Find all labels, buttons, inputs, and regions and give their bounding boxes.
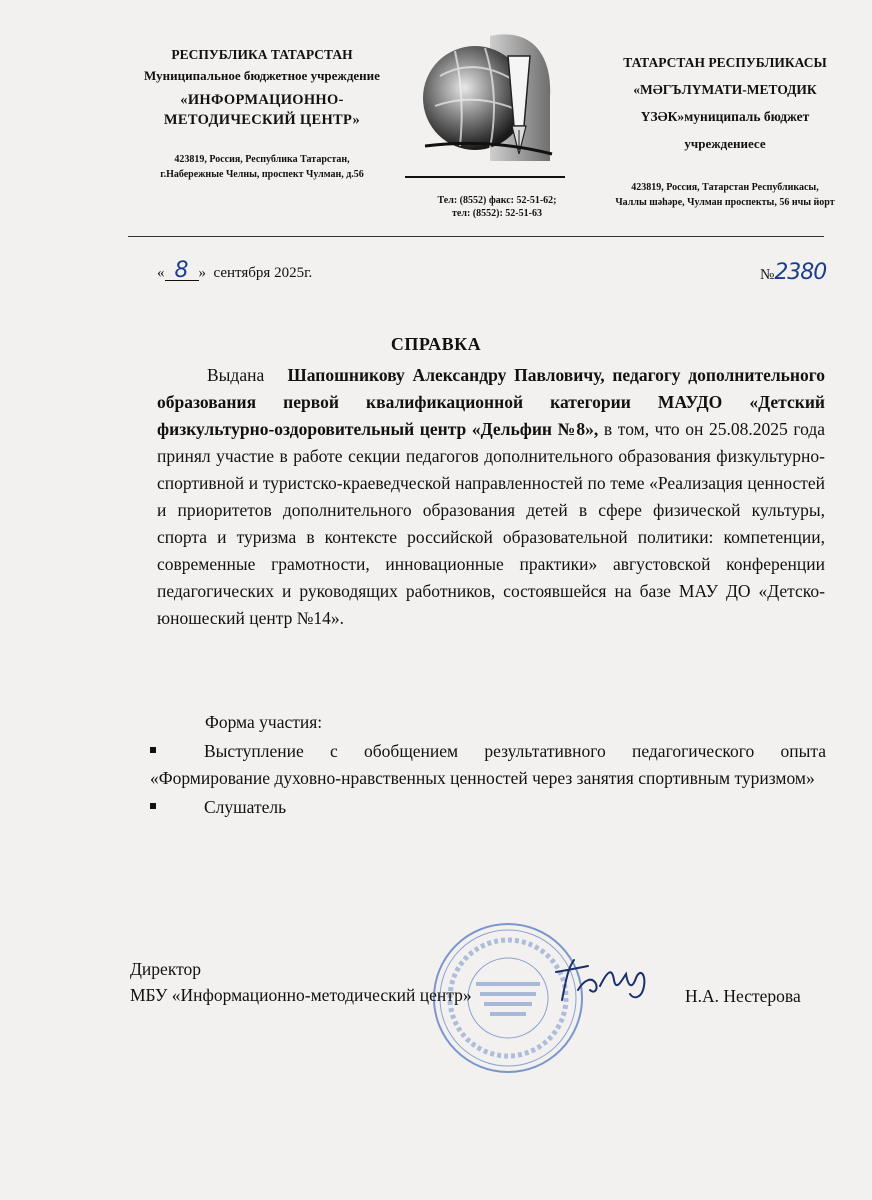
letterhead-left-address-1: 423819, Россия, Республика Татарстан,	[174, 154, 350, 165]
letterhead-divider	[128, 236, 824, 237]
letterhead-right-name-1: «МӘГЪЛҮМАТИ-МЕТОДИК	[633, 82, 817, 97]
number-prefix: №	[760, 267, 775, 283]
participation-list	[150, 738, 826, 821]
letterhead-right-republic: ТАТАРСТАН РЕСПУБЛИКАСЫ	[623, 55, 827, 70]
letterhead-left-name-1: «ИНФОРМАЦИОННО-	[180, 92, 344, 108]
body-recipient: Шапошникову Александру Павловичу, педагогу дополнительного образования первой квалификационной категории МАУДО «Детский физкультурно-оздоровительный центр «Дельфин №8»,	[157, 365, 825, 439]
organization-logo-icon	[420, 26, 560, 166]
signatory-organization: МБУ «Информационно-методический центр»	[130, 985, 472, 1005]
signatory-name: Н.А. Нестерова	[685, 986, 801, 1006]
body-intro: Выдана	[207, 365, 265, 385]
document-title: СПРАВКА	[390, 334, 482, 354]
participation-label: Форма участия:	[205, 712, 323, 732]
date-month-year: сентября 2025г.	[213, 265, 313, 281]
signatory-title: Директор	[130, 959, 202, 979]
date-day-handwritten: 8	[165, 262, 199, 281]
letterhead-right-address-1: 423819, Россия, Татарстан Республикасы,	[631, 182, 819, 193]
bullet-square-icon	[150, 747, 156, 753]
letterhead-right	[600, 52, 850, 210]
letterhead-phone-fax: Тел: (8552) факс: 52-51-62;	[437, 195, 557, 206]
handwritten-signature-icon	[548, 950, 668, 1010]
bullet-square-icon	[150, 803, 156, 809]
document-number	[760, 260, 826, 285]
date-open-quote: «	[157, 265, 165, 281]
body-text: в том, что он 25.08.2025 года принял участие в работе секции педагогов дополнительного образования физкультурно-спортивной и туристско-краеведческой направленностей по теме «Реализация ценностей и приоритетов дополнительного образования детей в сфере физической культуры, спорта и туризма в контексте российской образовательной политики: компетенции, современные грамотности, инновационные практики» августовской конференции педагогических и руководящих работников, состоявшейся на базе МАУ ДО «Детско-юношеский центр №14».	[157, 419, 825, 628]
document-date	[157, 258, 313, 283]
letterhead-left	[112, 44, 412, 182]
letterhead-left-name-2: МЕТОДИЧЕСКИЙ ЦЕНТР»	[163, 112, 361, 128]
document-body	[157, 362, 825, 632]
logo-divider	[405, 176, 565, 178]
letterhead-right-name-2: ҮЗӘК»муниципаль бюджет	[640, 109, 810, 124]
letterhead-right-institution-type: учреждениесе	[684, 136, 766, 151]
list-item	[150, 738, 826, 792]
letterhead-left-republic: РЕСПУБЛИКА ТАТАРСТАН	[171, 47, 353, 62]
letterhead-left-institution-type: Муниципальное бюджетное учреждение	[144, 68, 380, 83]
participation-item-1: Выступление с обобщением результативного педагогического опыта «Формирование духовно-нравственных ценностей через занятия спортивным туризмом»	[150, 741, 826, 788]
letterhead-left-address-2: г.Набережные Челны, проспект Чулман, д.56	[160, 169, 364, 180]
letterhead-phone: тел: (8552): 52-51-63	[452, 208, 542, 219]
number-value-handwritten: 2380	[774, 260, 827, 285]
letterhead-right-address-2: Чаллы шәһәре, Чулман проспекты, 56 нчы йорт	[615, 197, 835, 208]
letterhead-contacts	[412, 194, 582, 220]
list-item	[150, 794, 826, 821]
date-close-quote: »	[198, 265, 206, 281]
signatory-role	[130, 956, 472, 1008]
participation-item-2: Слушатель	[204, 797, 287, 817]
